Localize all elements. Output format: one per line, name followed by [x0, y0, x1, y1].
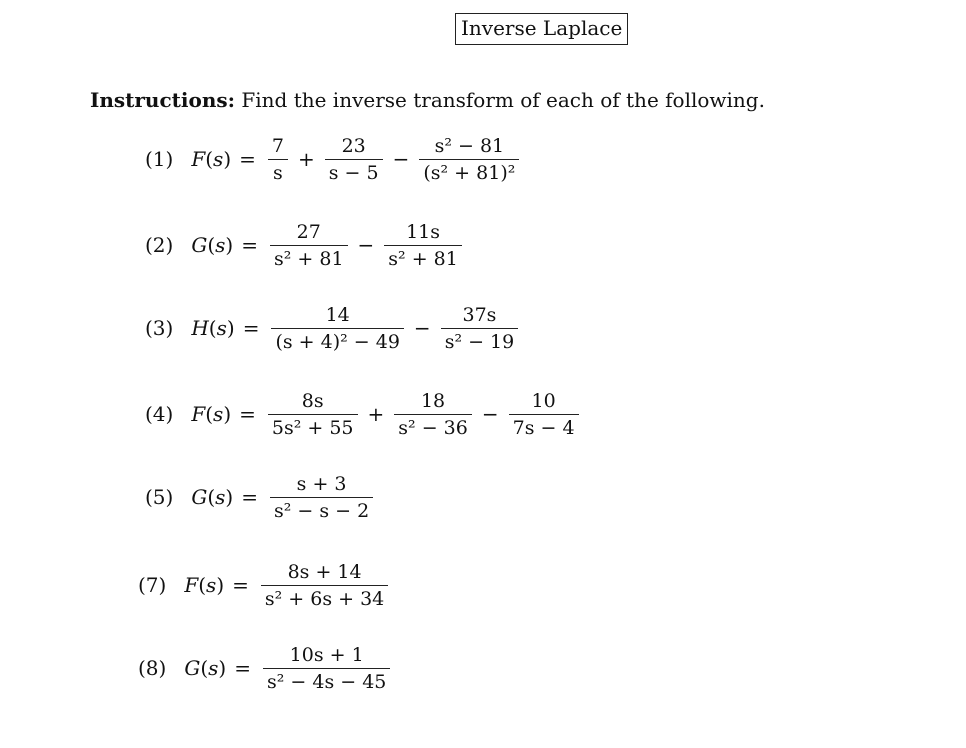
operator: − [413, 316, 431, 340]
denominator: s² − 4s − 45 [266, 670, 387, 693]
function-lhs [191, 233, 233, 257]
fraction [261, 559, 388, 612]
denominator: 7s − 4 [512, 416, 575, 439]
function-argument: (s) [208, 316, 235, 340]
problem-row [145, 124, 523, 194]
function-lhs [184, 573, 224, 597]
fraction [509, 388, 579, 441]
fraction [271, 302, 403, 355]
denominator: s² + 81 [388, 247, 458, 270]
numerator: 27 [296, 220, 321, 243]
function-lhs [191, 316, 234, 340]
numerator: s + 3 [296, 472, 347, 495]
equals-sign: = [232, 573, 249, 597]
operator: − [392, 147, 410, 171]
function-lhs [191, 485, 233, 509]
numerator: 23 [341, 134, 366, 157]
problem-number: (2) [145, 233, 174, 257]
instructions-text: Find the inverse transform of each of the following. [241, 88, 765, 112]
function-name: H [191, 316, 209, 340]
problem-number: (1) [145, 147, 174, 171]
function-name: G [191, 485, 208, 509]
fraction [263, 642, 390, 695]
function-lhs [184, 656, 226, 680]
denominator: s² − s − 2 [273, 499, 370, 522]
numerator: 18 [420, 389, 446, 412]
numerator: s² − 81 [434, 134, 505, 157]
numerator: 11s [406, 220, 441, 243]
denominator: 5s² + 55 [271, 416, 354, 439]
function-lhs [191, 402, 231, 426]
problem-row [145, 293, 522, 363]
fraction [270, 471, 373, 524]
operator: − [481, 402, 499, 426]
numerator: 7 [271, 134, 284, 157]
operator: − [357, 233, 375, 257]
denominator: s² + 81 [273, 247, 344, 270]
function-argument: (s) [207, 485, 234, 509]
problem-row [145, 462, 377, 532]
function-argument: (s) [200, 656, 227, 680]
function-argument: (s) [205, 402, 232, 426]
problem-row [145, 210, 466, 280]
numerator: 8s [301, 389, 324, 412]
numerator: 37s [462, 303, 497, 326]
function-name: F [191, 147, 206, 171]
fraction [268, 133, 288, 186]
problem-number: (7) [138, 573, 167, 597]
function-name: G [191, 233, 208, 257]
fraction [441, 302, 519, 355]
numerator: 8s + 14 [287, 560, 362, 583]
problem-number: (4) [145, 402, 174, 426]
function-name: G [184, 656, 201, 680]
fraction [268, 388, 358, 441]
function-name: F [191, 402, 206, 426]
denominator: (s + 4)² − 49 [275, 330, 400, 353]
function-argument: (s) [205, 147, 232, 171]
equals-sign: = [239, 402, 256, 426]
fraction [270, 219, 348, 272]
numerator: 10 [531, 389, 556, 412]
function-lhs [191, 147, 231, 171]
problem-row [138, 550, 392, 620]
instructions [90, 88, 765, 112]
operator: + [297, 147, 315, 171]
denominator: s − 5 [328, 161, 379, 184]
function-argument: (s) [198, 573, 225, 597]
operator: + [367, 402, 385, 426]
denominator: s² − 36 [398, 416, 468, 439]
numerator: 14 [325, 303, 350, 326]
problem-row [138, 633, 394, 703]
problem-number: (8) [138, 656, 167, 680]
equals-sign: = [239, 147, 256, 171]
fraction [394, 388, 472, 441]
denominator: s [273, 161, 283, 184]
problem-row [145, 379, 583, 449]
function-name: F [184, 573, 199, 597]
numerator: 10s + 1 [289, 643, 364, 666]
fraction [325, 133, 383, 186]
fraction [384, 219, 462, 272]
page-title: Inverse Laplace [455, 13, 628, 45]
denominator: s² − 19 [444, 330, 515, 353]
equals-sign: = [234, 656, 251, 680]
problem-number: (3) [145, 316, 174, 340]
instructions-label: Instructions: [90, 88, 236, 112]
problem-number: (5) [145, 485, 174, 509]
fraction [419, 133, 519, 186]
equals-sign: = [242, 316, 260, 340]
equals-sign: = [241, 485, 258, 509]
denominator: s² + 6s + 34 [264, 587, 385, 610]
equals-sign: = [241, 233, 258, 257]
function-argument: (s) [207, 233, 234, 257]
denominator: (s² + 81)² [423, 161, 516, 184]
